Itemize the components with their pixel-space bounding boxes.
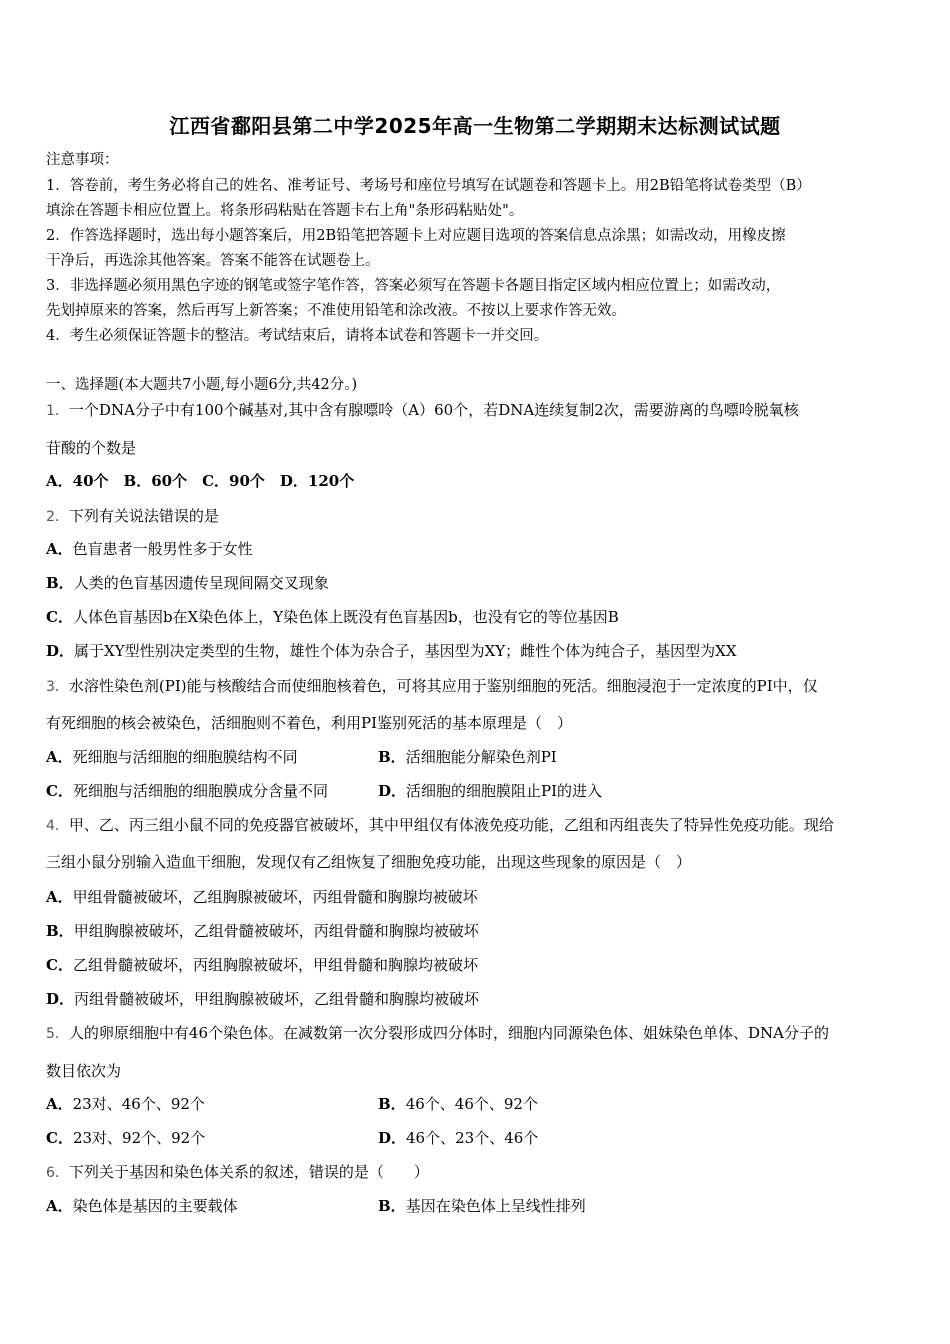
question-1-options: A．40个 B．60个 C．90个 D．120个 <box>46 472 355 490</box>
question-5-stem: 5．人的卵原细胞中有46个染色体。在减数第一次分裂形成四分体时，细胞内同源染色体、姐妹染色单体、DNA分子的 <box>46 1024 829 1042</box>
option-a: A．死细胞与活细胞的细胞膜结构不同 <box>46 748 298 766</box>
question-number: 3． <box>46 679 69 695</box>
notice-heading: 注意事项： <box>46 152 119 168</box>
option-c: C．死细胞与活细胞的细胞膜成分含量不同 <box>46 782 328 800</box>
option-d: D．属于XY型性别决定类型的生物，雄性个体为杂合子，基因型为XY；雌性个体为纯合子，基因型为XX <box>46 642 737 660</box>
page-title: 江西省鄱阳县第二中学2025年高一生物第二学期期末达标测试试题 <box>169 114 781 138</box>
option-b: B．人类的色盲基因遗传呈现间隔交叉现象 <box>46 574 329 592</box>
question-1-stem-cont: 苷酸的个数是 <box>46 439 137 457</box>
question-number: 4． <box>46 818 69 834</box>
notice-line: 4．考生必须保证答题卡的整洁。考试结束后，请将本试卷和答题卡一并交回。 <box>46 328 549 344</box>
notice-line: 先划掉原来的答案，然后再写上新答案；不准使用铅笔和涂改液。不按以上要求作答无效。 <box>46 303 626 319</box>
notice-line: 填涂在答题卡相应位置上。将条形码粘贴在答题卡右上角"条形码粘贴处"。 <box>46 203 524 219</box>
question-3-stem: 3．水溶性染色剂(PI)能与核酸结合而使细胞核着色，可将其应用于鉴别细胞的死活。细胞浸泡于一定浓度的PI中，仅 <box>46 677 818 695</box>
question-5-stem-cont: 数目依次为 <box>46 1062 122 1080</box>
option-b: B．46个、46个、92个 <box>378 1095 538 1113</box>
option-b: B．基因在染色体上呈线性排列 <box>378 1197 586 1215</box>
section-heading: 一、选择题(本大题共7小题,每小题6分,共42分。) <box>46 377 358 393</box>
option-c: C．乙组骨髓被破坏，丙组胸腺被破坏，甲组骨髓和胸腺均被破坏 <box>46 956 478 974</box>
question-4-stem: 4．甲、乙、丙三组小鼠不同的免疫器官被破坏，其中甲组仅有体液免疫功能，乙组和丙组丧失了特异性免疫功能。现给 <box>46 816 834 834</box>
question-2-stem: 2．下列有关说法错误的是 <box>46 507 219 525</box>
notice-line: 3．非选择题必须用黑色字迹的钢笔或签字笔作答，答案必须写在答题卡各题目指定区域内相应位置上；如需改动， <box>46 278 781 294</box>
question-number: 2． <box>46 509 69 525</box>
notice-line: 1．答卷前，考生务必将自己的姓名、准考证号、考场号和座位号填写在试题卷和答题卡上。用2B铅笔将试卷类型（B） <box>46 178 811 194</box>
notice-line: 干净后，再选涂其他答案。答案不能答在试题卷上。 <box>46 253 380 269</box>
option-a: A．染色体是基因的主要载体 <box>46 1197 238 1215</box>
question-number: 6． <box>46 1165 69 1181</box>
option-b: B．活细胞能分解染色剂PI <box>378 748 557 766</box>
option-a: A．色盲患者一般男性多于女性 <box>46 540 253 558</box>
option-c: C．人体色盲基因b在X染色体上，Y染色体上既没有色盲基因b，也没有它的等位基因B <box>46 608 619 626</box>
option-d: D．活细胞的细胞膜阻止PI的进入 <box>378 782 603 800</box>
option-d: D．46个、23个、46个 <box>378 1129 539 1147</box>
question-number: 5． <box>46 1026 69 1042</box>
question-1-stem: 1．一个DNA分子中有100个碱基对,其中含有腺嘌呤（A）60个，若DNA连续复制2次，需要游离的鸟嘌呤脱氧核 <box>46 401 799 419</box>
question-4-stem-cont: 三组小鼠分别输入造血干细胞，发现仅有乙组恢复了细胞免疫功能，出现这些现象的原因是（ ） <box>46 853 692 871</box>
option-a: A．甲组骨髓被破坏，乙组胸腺被破坏，丙组骨髓和胸腺均被破坏 <box>46 888 478 906</box>
option-d: D．丙组骨髓被破坏，甲组胸腺被破坏，乙组骨髓和胸腺均被破坏 <box>46 990 480 1008</box>
option-b: B．甲组胸腺被破坏，乙组骨髓被破坏，丙组骨髓和胸腺均被破坏 <box>46 922 479 940</box>
question-number: 1． <box>46 403 69 419</box>
question-6-stem: 6．下列关于基因和染色体关系的叙述，错误的是（ ） <box>46 1163 429 1181</box>
notice-line: 2．作答选择题时，选出每小题答案后，用2B铅笔把答题卡上对应题目选项的答案信息点涂黑；如需改动，用橡皮擦 <box>46 228 786 244</box>
option-c: C．23对、92个、92个 <box>46 1129 206 1147</box>
question-3-stem-cont: 有死细胞的核会被染色，活细胞则不着色，利用PI鉴别死活的基本原理是（ ） <box>46 714 573 732</box>
option-a: A．23对、46个、92个 <box>46 1095 205 1113</box>
